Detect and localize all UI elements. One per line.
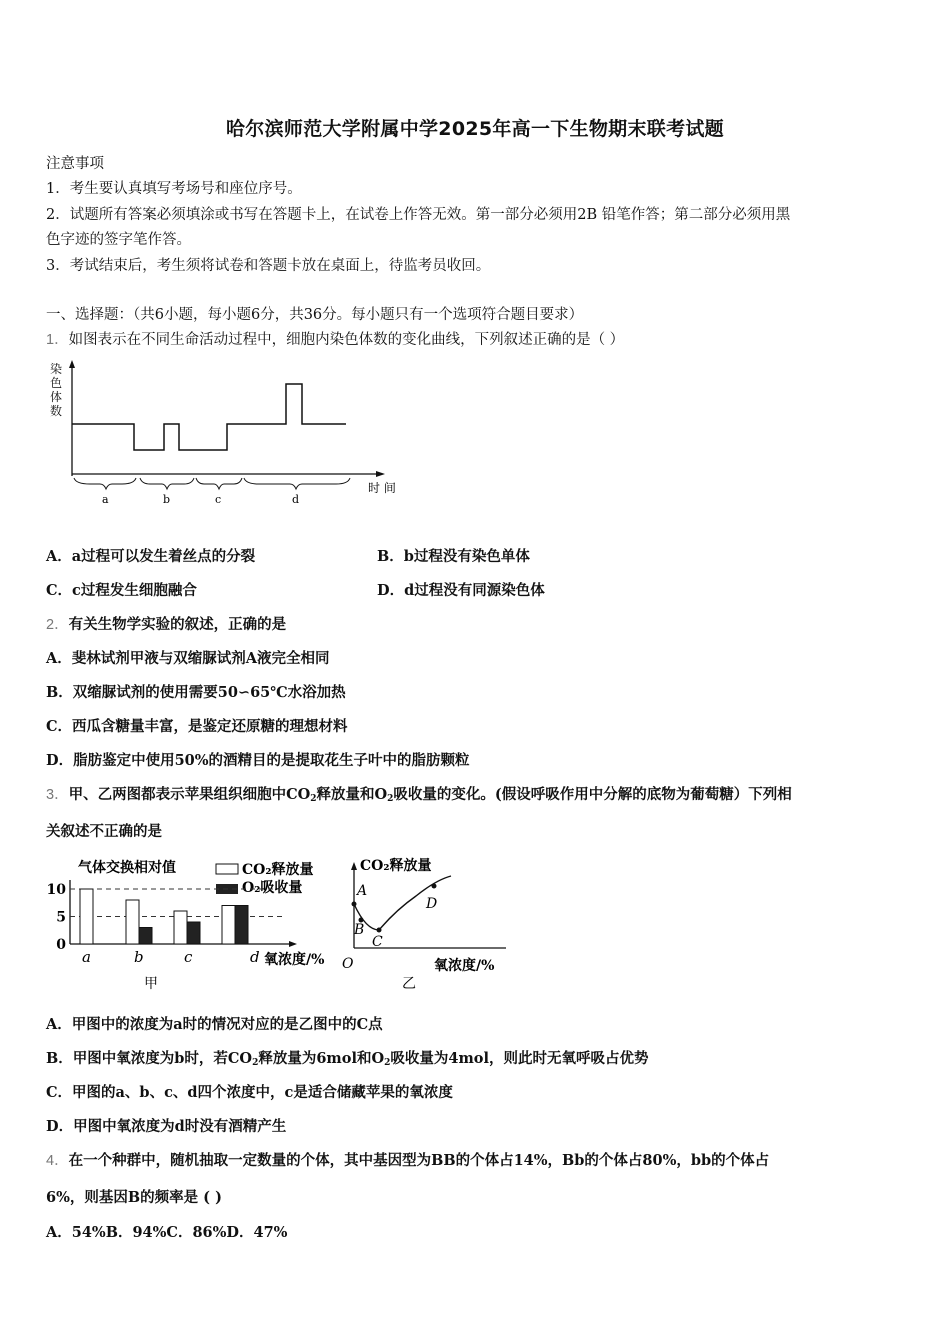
y-axis-arrow (69, 360, 75, 368)
category-label-d: d (250, 948, 260, 966)
notice-item-2-cont: 色字迹的签字笔作答。 (46, 232, 191, 248)
brace-d (244, 478, 350, 489)
notice-heading: 注意事项 (46, 156, 104, 172)
q2-option-a[interactable]: A．斐林试剂甲液与双缩脲试剂A液完全相同 (46, 650, 330, 667)
legend-co2-swatch (216, 864, 238, 874)
question-3-stem (46, 783, 792, 804)
chromosome-number-figure (44, 358, 404, 508)
q2-option-d[interactable]: D．脂肪鉴定中使用50%的酒精目的是提取花生子叶中的脂肪颗粒 (46, 752, 470, 769)
page-title: 哈尔滨师范大学附属中学2025年高一下生物期末联考试题 (226, 118, 724, 140)
subscript: 2 (387, 794, 394, 804)
question-text: 在一个种群中，随机抽取一定数量的个体，其中基因型为BB的个体占14%，Bb的个体占80%，bb的个体占 (68, 1152, 770, 1169)
o2-bar-d (235, 906, 248, 945)
q1-option-a[interactable]: A．a过程可以发生着丝点的分裂 (46, 548, 256, 565)
q1-option-c[interactable]: C．c过程发生细胞融合 (46, 582, 197, 599)
co2-bar-c (174, 911, 187, 944)
brace-a (74, 478, 136, 489)
figure-yi-label: 乙 (402, 976, 416, 992)
y-tick-5: 5 (56, 909, 66, 926)
y-label-char: 染 (50, 362, 63, 376)
point-label-a: A (357, 883, 368, 899)
q1-option-b[interactable]: B．b过程没有染色单体 (377, 548, 530, 565)
q3-option-d[interactable]: D．甲图中氧浓度为d时没有酒精产生 (46, 1118, 287, 1135)
o2-bar-c (187, 922, 200, 944)
question-4-stem-line2: 6%，则基因B的频率是 ( ) (46, 1189, 222, 1206)
category-label-b: b (134, 948, 144, 966)
q3-option-c[interactable]: C．甲图的a、b、c、d四个浓度中，c是适合储藏苹果的氧浓度 (46, 1084, 453, 1101)
option-part: B．甲图中氧浓度为b时，若CO (46, 1050, 253, 1067)
o2-bar-b (139, 928, 152, 945)
stem-part: 吸收量的变化。(假设呼吸作用中分解的底物为葡萄糖）下列相 (393, 786, 792, 803)
y-label-char: 体 (50, 390, 63, 404)
origin-label: O (342, 956, 354, 972)
co2-bar-a (80, 889, 93, 944)
question-4-stem (46, 1149, 769, 1170)
legend-o2-label: O₂吸收量 (242, 880, 303, 896)
point-label-c: C (372, 934, 383, 950)
notice-item-1: 1．考生要认真填写考场号和座位序号。 (46, 181, 302, 197)
q2-option-b[interactable]: B．双缩脲试剂的使用需要50∽65℃水浴加热 (46, 684, 346, 701)
x-axis-arrow (376, 471, 385, 477)
q3-option-a[interactable]: A．甲图中的浓度为a时的情况对应的是乙图中的C点 (46, 1016, 383, 1033)
option-part: 释放量为6mol和O (258, 1050, 385, 1067)
q3-option-b[interactable] (46, 1047, 648, 1068)
y-tick-0: 0 (56, 937, 66, 953)
question-3-stem-line2: 关叙述不正确的是 (46, 823, 162, 840)
y-label-char: 色 (50, 376, 63, 390)
question-number: 2． (46, 617, 69, 633)
yi-y-title: CO₂释放量 (360, 858, 432, 874)
point-label-b: B (354, 922, 365, 938)
chromosome-curve (72, 384, 346, 450)
subscript: 2 (252, 1058, 259, 1068)
segment-label-a: a (102, 493, 109, 506)
question-number: 1． (46, 332, 69, 348)
subscript: 2 (384, 1058, 391, 1068)
jia-x-axis-title: 氧浓度/% (264, 952, 325, 968)
x-axis-label: 时 间 (368, 481, 396, 495)
option-part: 吸收量为4mol，则此时无氧呼吸占优势 (390, 1050, 649, 1067)
brace-c (196, 478, 242, 489)
category-label-a: a (82, 948, 91, 966)
q1-option-d[interactable]: D．d过程没有同源染色体 (377, 582, 545, 599)
notice-item-3: 3．考试结束后，考生须将试卷和答题卡放在桌面上，待监考员收回。 (46, 258, 491, 274)
point-a (352, 902, 357, 907)
brace-b (140, 478, 194, 489)
segment-label-d: d (292, 493, 300, 506)
point-c (377, 928, 382, 933)
point-d (432, 884, 437, 889)
yi-y-arrow (351, 862, 357, 870)
figure-jia-bar-chart (44, 852, 344, 998)
section-heading: 一、选择题：（共6小题，每小题6分，共36分。每小题只有一个选项符合题目要求） (46, 307, 584, 323)
stem-part: 甲、乙两图都表示苹果组织细胞中CO (68, 786, 311, 803)
q4-options[interactable]: A．54%B．94%C．86%D．47% (46, 1224, 288, 1241)
question-1-stem (46, 328, 624, 349)
jia-y-title: 气体交换相对值 (78, 860, 176, 876)
segment-label-c: c (215, 493, 222, 506)
question-text: 有关生物学实验的叙述，正确的是 (68, 616, 287, 633)
figure-yi-curve (336, 850, 526, 998)
figure-jia-label: 甲 (144, 976, 158, 992)
y-label-char: 数 (50, 404, 63, 418)
stem-part: 释放量和O (316, 786, 388, 803)
question-text: 如图表示在不同生命活动过程中，细胞内染色体数的变化曲线，下列叙述正确的是（ ） (68, 332, 625, 348)
question-number: 4． (46, 1153, 69, 1169)
question-number: 3． (46, 787, 69, 803)
point-label-d: D (426, 896, 438, 912)
q2-option-c[interactable]: C．西瓜含糖量丰富，是鉴定还原糖的理想材料 (46, 718, 348, 735)
segment-label-b: b (163, 493, 171, 506)
jia-x-arrow (289, 941, 297, 947)
category-label-c: c (184, 948, 193, 966)
co2-bar-b (126, 900, 139, 944)
y-tick-10: 10 (46, 882, 66, 898)
subscript: 2 (310, 794, 317, 804)
yi-x-axis-title: 氧浓度/% (434, 958, 495, 974)
notice-item-2: 2．试题所有答案必须填涂或书写在答题卡上，在试卷上作答无效。第一部分必须用2B 铅笔作答；第二部分必须用黑 (46, 207, 791, 223)
question-2-stem (46, 613, 286, 634)
legend-co2-label: CO₂释放量 (242, 862, 314, 878)
co2-bar-d (222, 906, 235, 945)
